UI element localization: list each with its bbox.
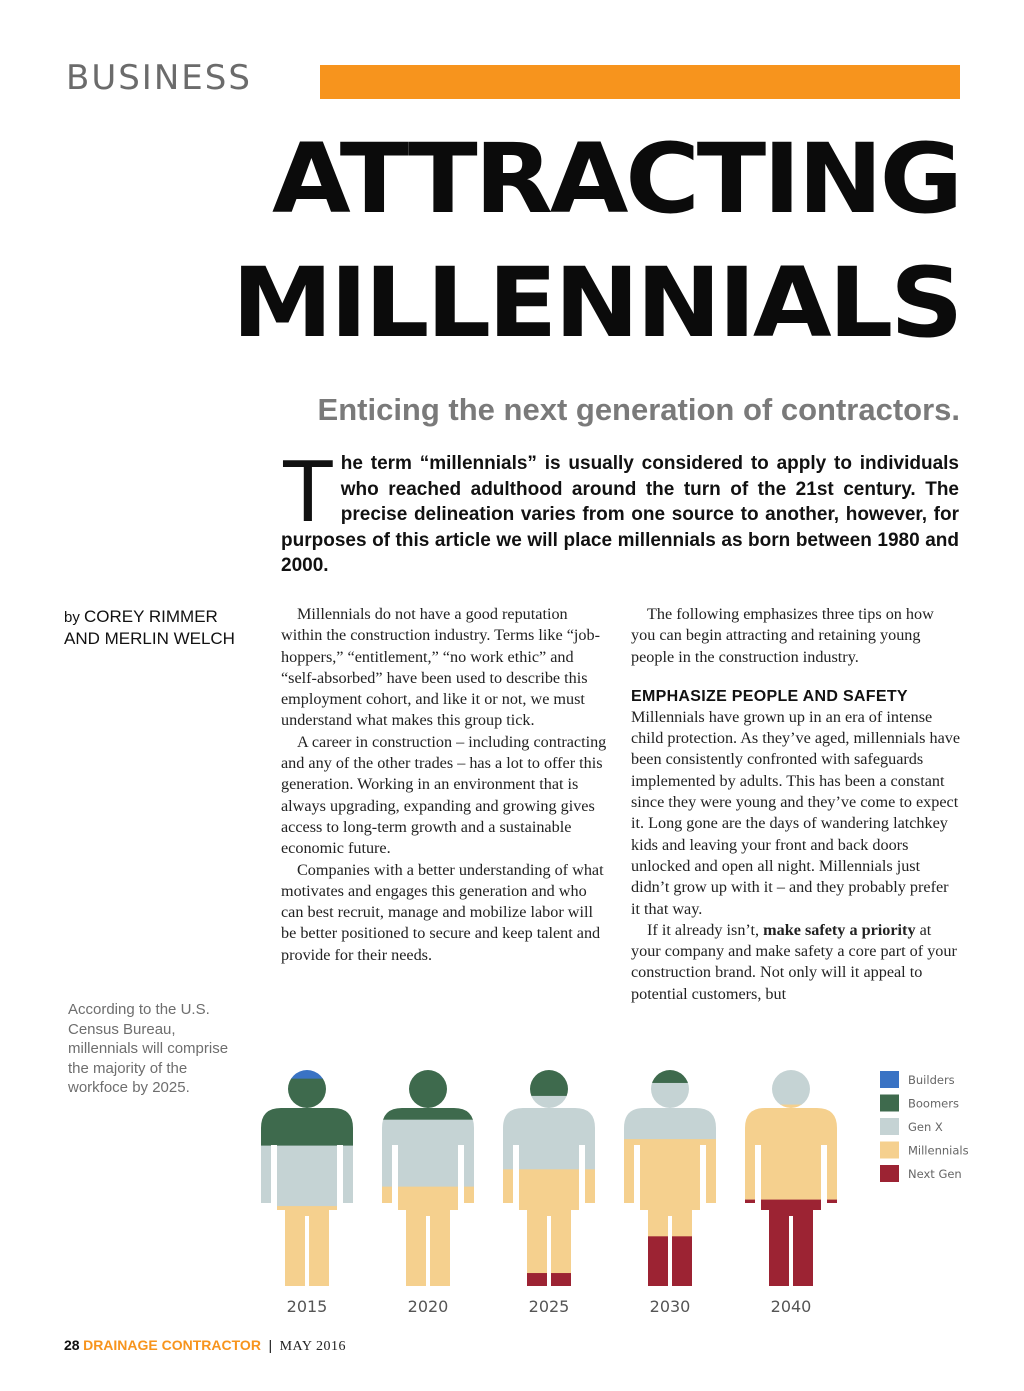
segment-gen-x-2015 [257, 1146, 357, 1207]
figure-2015 [257, 1070, 357, 1287]
body-paragraph: Companies with a better understanding of what motivates and engages this generation and who can best recruit, manage and mobilize labor will be better positioned to secure and keep talent and provide for their needs. [281, 860, 604, 964]
body-text: at your company and make safety a core part of your construction brand. Not only will it appeal to potential customers, but [631, 920, 957, 1003]
legend-swatch [880, 1118, 899, 1135]
magazine-name: DRAINAGE CONTRACTOR [83, 1337, 261, 1353]
legend-swatch [880, 1165, 899, 1182]
segment-millennials-2030 [620, 1139, 720, 1237]
page-footer [64, 1336, 346, 1356]
figure-2040 [741, 1070, 841, 1287]
figure-2020 [378, 1070, 478, 1287]
legend-label: Boomers [908, 1096, 959, 1111]
year-label: 2025 [528, 1297, 570, 1316]
page-number: 28 [64, 1337, 80, 1353]
segment-boomers-2020 [378, 1070, 478, 1120]
segment-millennials-2025 [499, 1169, 599, 1273]
byline-prefix: by [64, 609, 85, 626]
segment-gen-x-2025 [499, 1096, 599, 1170]
figure-2025 [499, 1070, 599, 1293]
segment-next-gen-2030 [620, 1236, 720, 1286]
body-text: If it already isn’t, [647, 920, 764, 939]
body-paragraph: A career in construction – including contracting and any of the other trades – has a lot to offer this generation. Working in an environment that is always upgrading, expanding and growing gives access to long-term growth and a sustainable economic future. [281, 732, 607, 858]
segment-millennials-2015 [257, 1206, 357, 1286]
byline-author-2: AND MERLIN WELCH [64, 629, 235, 648]
legend-swatch [880, 1142, 899, 1159]
legend-label: Millennials [908, 1143, 969, 1158]
legend-swatch [880, 1071, 899, 1088]
segment-gen-x-2030 [620, 1083, 720, 1140]
intro-paragraph [281, 441, 959, 579]
figure-2030 [620, 1070, 720, 1287]
issue-date: MAY 2016 [279, 1339, 346, 1354]
segment-millennials-2040 [741, 1105, 841, 1201]
body-paragraph: Millennials do not have a good reputation within the construction industry. Terms like “job-hoppers,” “entitlement,” “no work ethic” and “self-absorbed” have been used to describe this employment cohort, and like it or not, we must understand what makes this group tick. [281, 605, 600, 730]
body-paragraph [631, 920, 961, 1005]
year-label: 2030 [649, 1297, 691, 1316]
segment-boomers-2015 [257, 1079, 357, 1146]
section-accent-bar [320, 65, 960, 99]
segment-next-gen-2025 [499, 1273, 599, 1293]
legend-label: Builders [908, 1073, 955, 1087]
headline-line-1: ATTRACTING [272, 123, 960, 235]
footer-separator: | [268, 1337, 273, 1353]
intro-text: he term “millennials” is usually considered to apply to individuals who reached adulthood around the turn of the 21st century. The precise delineation varies from one source to another, however, for purposes of this article we will place millennials as born between 1980 and 2000. [281, 453, 959, 576]
segment-boomers-2030 [620, 1070, 720, 1083]
section-heading: EMPHASIZE PEOPLE AND SAFETY [631, 687, 908, 705]
year-label: 2040 [770, 1297, 812, 1316]
subtitle: Enticing the next generation of contractors. [317, 392, 960, 427]
segment-gen-x-2040 [741, 1070, 841, 1105]
segment-millennials-2020 [378, 1187, 478, 1287]
legend-swatch [880, 1095, 899, 1112]
year-label: 2020 [407, 1297, 449, 1316]
body-column-2 [631, 604, 961, 1005]
byline [64, 606, 235, 649]
segment-builders-2015 [257, 1070, 357, 1079]
body-column-1 [281, 604, 611, 966]
byline-author-1: COREY RIMMER [84, 607, 218, 626]
year-label: 2015 [286, 1297, 328, 1316]
legend-label: Next Gen [908, 1167, 962, 1181]
segment-boomers-2025 [499, 1070, 599, 1096]
body-bold-text: make safety a priority [763, 920, 916, 939]
headline-line-2: MILLENNIALS [231, 247, 960, 359]
section-label: BUSINESS [66, 58, 252, 98]
body-paragraph: The following emphasizes three tips on how you can begin attracting and retaining young people in the construction industry. [631, 605, 934, 666]
legend-label: Gen X [908, 1120, 943, 1134]
drop-cap: T [281, 441, 335, 540]
segment-next-gen-2040 [741, 1200, 841, 1287]
body-paragraph: Millennials have grown up in an era of intense child protection. As they’ve aged, millennials have been consistently confronted with safeguards implemented by adults. This has been a constant since they were young and they’ve come to expect it. Long gone are the days of wandering latchkey kids and leaving your front and back doors unlocked and open all night. Millennials just didn’t grow up with it – and they probably prefer it that way. [631, 707, 961, 918]
chart-caption: According to the U.S. Census Bureau, millennials will comprise the majority of the workfoce by 2025. [68, 1001, 229, 1096]
segment-gen-x-2020 [378, 1120, 478, 1187]
workforce-pictogram-chart [250, 1060, 980, 1330]
